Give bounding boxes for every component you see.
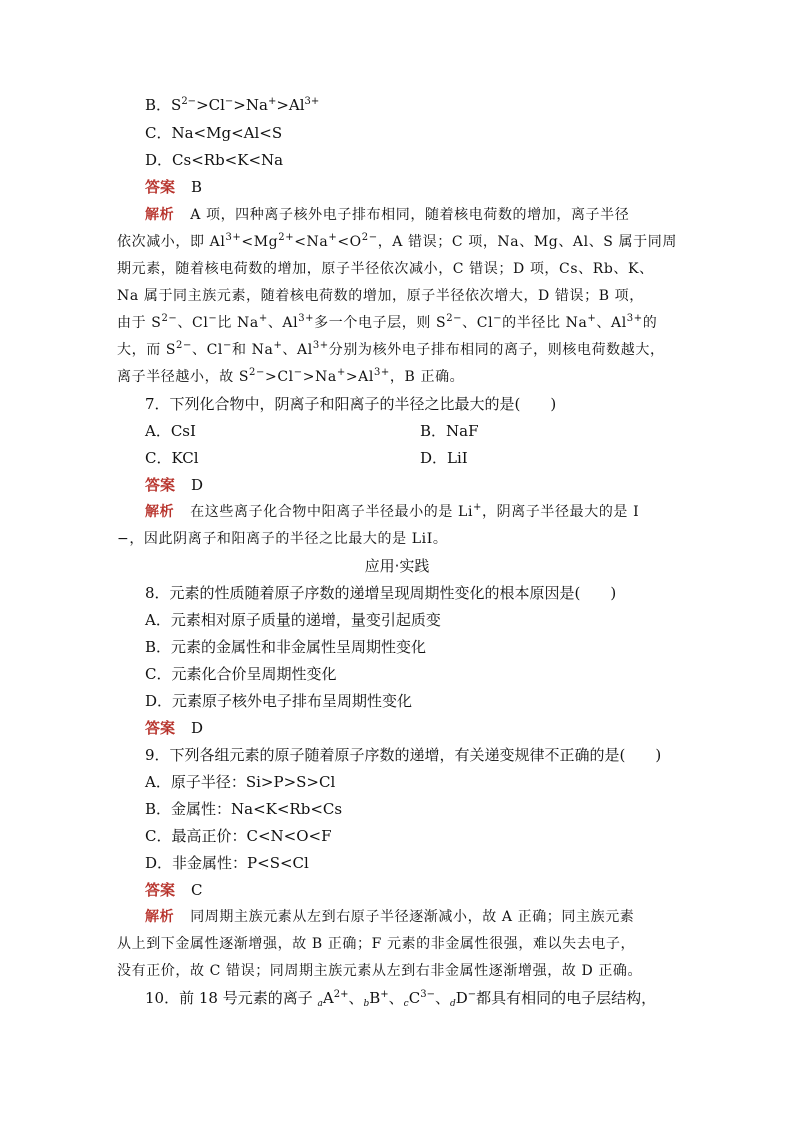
q7-option-c: C．KCl xyxy=(145,449,199,467)
q9-explanation-line-1: 解析 同周期主族元素从左到右原子半径逐渐减小，故 A 正确；同主族元素 xyxy=(145,909,635,925)
answer-label: 答案 xyxy=(145,881,176,899)
q9-option-a: A．原子半径：Si>P>S>Cl xyxy=(145,773,336,791)
q9-option-b: B．金属性：Na<K<Rb<Cs xyxy=(145,800,343,818)
q6-option-c: C．Na<Mg<Al<S xyxy=(145,124,283,142)
q8-answer: 答案 D xyxy=(145,719,204,737)
answer-label: 答案 xyxy=(145,178,176,196)
q6-explanation-line-6: 大，而 $S^{2-}$、Cl−和 Na+、$Al^{3+}$分别为核外电子排布相同的离子，则核电荷数越大， xyxy=(117,340,665,358)
q6-explanation-line-2: 依次减小，即 $Al^{3+}<Mg^{2+}<Na^+<O^{2-}$，A 错误；C 项，Na、Mg、Al、S 属于同周 xyxy=(117,232,677,250)
q7-answer: 答案 D xyxy=(145,476,204,494)
q6-explanation-line-5: 由于 $S^{2-}$、Cl−比 Na+、$Al^{3+}$多一个电子层，则 $S^{2-}$、Cl−的半径比 Na+、$Al^{3+}$的 xyxy=(117,313,658,331)
q8-stem: 8．元素的性质随着原子序数的递增呈现周期性变化的根本原因是( ) xyxy=(145,584,617,602)
q10-stem: 10．前 18 号元素的离子 $_aA^{2+}$、$_b$B+、$_cC^{3-}$、$_d$D−都具有相同的电子层结构， xyxy=(145,989,657,1009)
q9-option-c: C．最高正价：C<N<O<F xyxy=(145,827,332,845)
q9-stem: 9．下列各组元素的原子随着原子序数的递增，有关递变规律不正确的是( ) xyxy=(145,746,662,764)
explanation-label: 解析 xyxy=(145,909,175,925)
q7-option-d: D．LiI xyxy=(420,449,468,467)
q9-answer: 答案 C xyxy=(145,881,203,899)
q6-option-b: B．$S^{2-}>Cl^->Na^+>Al^{3+}$ xyxy=(145,96,320,114)
q6-explanation-line-7: 离子半径越小，故 $S^{2-}>Cl^->Na^+>Al^{3+}$，B 正确。 xyxy=(117,367,465,385)
q8-option-b: B．元素的金属性和非金属性呈周期性变化 xyxy=(145,638,427,656)
q8-option-d: D．元素原子核外电子排布呈周期性变化 xyxy=(145,692,413,710)
q8-option-c: C．元素化合价呈周期性变化 xyxy=(145,665,337,683)
explanation-label: 解析 xyxy=(145,504,175,520)
q6-explanation-line-3: 期元素，随着核电荷数的增加，原子半径依次减小，C 错误；D 项，Cs、Rb、K、 xyxy=(117,261,654,277)
q6-answer: 答案 B xyxy=(145,178,203,196)
q7-option-b: B．NaF xyxy=(420,422,479,440)
q6-explanation-line-1: 解析 A 项，四种离子核外电子排布相同，随着核电荷数的增加，离子半径 xyxy=(145,207,630,223)
q7-stem: 7．下列化合物中，阴离子和阳离子的半径之比最大的是( ) xyxy=(145,395,557,413)
section-heading: 应用·实践 xyxy=(364,557,430,575)
q6-option-d: D．Cs<Rb<K<Na xyxy=(145,151,284,169)
q7-option-a: A．CsI xyxy=(145,422,196,440)
q9-explanation-line-3: 没有正价，故 C 错误；同周期主族元素从左到右非金属性逐渐增强，故 D 正确。 xyxy=(117,963,643,979)
q8-option-a: A．元素相对原子质量的递增，量变引起质变 xyxy=(145,611,441,629)
q7-explanation-line-2: −，因此阴离子和阳离子的半径之比最大的是 LiI。 xyxy=(117,531,448,547)
explanation-label: 解析 xyxy=(145,207,175,223)
answer-label: 答案 xyxy=(145,719,176,737)
q7-explanation-line-1: 解析 在这些离子化合物中阳离子半径最小的是 Li+，阴离子半径最大的是 I xyxy=(145,502,640,520)
q6-explanation-line-4: Na 属于同主族元素，随着核电荷数的增加，原子半径依次增大，D 错误；B 项， xyxy=(117,288,644,304)
q9-option-d: D．非金属性：P<S<Cl xyxy=(145,854,309,872)
q9-explanation-line-2: 从上到下金属性逐渐增强，故 B 正确；F 元素的非金属性很强，难以失去电子， xyxy=(117,936,636,952)
answer-label: 答案 xyxy=(145,476,176,494)
